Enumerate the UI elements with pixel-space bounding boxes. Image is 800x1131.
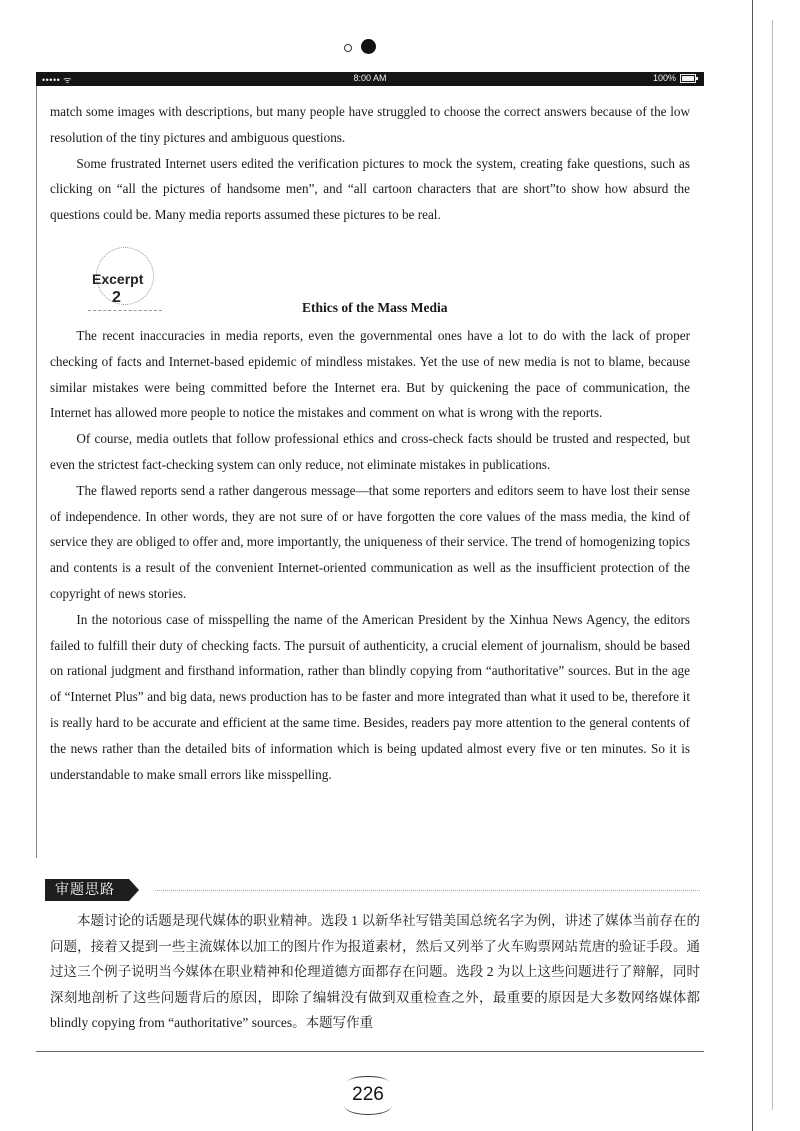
excerpt-title: Ethics of the Mass Media: [302, 300, 448, 315]
intro-paragraph-1: match some images with descriptions, but many people have struggled to choose the correct answers because of the low resolution of the tiny pictures and ambiguous questions.: [50, 104, 690, 145]
status-time: 8:00 AM: [353, 73, 387, 83]
excerpt-label: Excerpt: [92, 271, 144, 287]
camera-dot-icon: [361, 39, 376, 54]
page-number: [340, 1076, 396, 1116]
page-number-swoosh-icon: [344, 1096, 392, 1115]
badge-underline: [88, 310, 162, 311]
battery-icon: [680, 74, 696, 83]
excerpt-body: [50, 323, 690, 787]
battery-status: [653, 73, 696, 83]
tag-arrow-icon: [129, 879, 139, 901]
signal-icon: ••••• ᯤ: [42, 75, 72, 85]
analysis-paragraph: 本题讨论的话题是现代媒体的职业精神。选段 1 以新华社写错美国总统名字为例，讲述了媒体当前存在的问题，接着又提到一些主流媒体以加工的图片作为报道素材，然后又列举了火车购票网站荒唐的验证手段。通过这三个例子说明当今媒体在职业精神和伦理道德方面都存在问题。选段 2 为以上这些问题进行了辩解，同时深刻地剖析了这些问题背后的原因，即除了编辑没有做到双重检查之外，最重要的原因是大多数网络媒体都 blindly copying from “authoritative” sources。本题写作重: [50, 913, 700, 1031]
section-tag-label: 审题思路: [45, 879, 129, 901]
excerpt-paragraph-1: The recent inaccuracies in media reports, even the governmental ones have a lot to do with the lack of proper checking of facts and Internet-based epidemic of mindless mistakes. Yet the use of new media is not to blame, because similar mistakes were being committed before the Internet era. But by quickening the pace of communication, the Internet has allowed more people to notice the mistakes and comment on what is wrong with the reports.: [50, 328, 690, 421]
camera-dots: [340, 38, 380, 58]
bottom-rule: [36, 1051, 704, 1052]
intro-text: [50, 99, 690, 228]
section-divider: [155, 890, 700, 891]
page-number-text: 226: [352, 1084, 384, 1105]
battery-percent: 100%: [652, 73, 676, 83]
binding-rule: [752, 0, 753, 1131]
excerpt-badge: [86, 245, 166, 313]
excerpt-number: 2: [112, 289, 121, 306]
excerpt-paragraph-2: Of course, media outlets that follow professional ethics and cross-check facts should be trusted and respected, but even the strictest fact-checking system can only reduce, not eliminate mistakes in publications.: [50, 431, 690, 472]
small-circle-icon: [344, 44, 352, 52]
excerpt-paragraph-3: The flawed reports send a rather dangerous message—that some reporters and editors seem to have lost their sense of independence. In other words, they are not sure of or have forgotten the core values of the mass media, the kind of service they are obliged to offer and, more importantly, the uniqueness of their service. The trend of homogenizing topics and contents is a result of the convenient Internet-oriented communication as well as the insufficient protection of the copyright of news stories.: [50, 482, 690, 601]
status-bar: [36, 72, 704, 86]
analysis-text: [50, 908, 700, 1036]
section-tag: [45, 879, 139, 901]
binding-rule-faint: [772, 20, 773, 1110]
intro-paragraph-2: Some frustrated Internet users edited the verification pictures to mock the system, creating fake questions, such as clicking on “all the pictures of handsome men”, and “all cartoon characters that are short”to show how absurd the questions could be. Many media reports assumed these pictures to be real.: [50, 155, 690, 223]
excerpt-paragraph-4: In the notorious case of misspelling the name of the American President by the Xinhua News Agency, the editors failed to fulfill their duty of checking facts. The pursuit of authenticity, a crucial element of journalism, should be based on rational judgment and firsthand information, rather than blindly copying from “authoritative” sources. But in the age of “Internet Plus” and big data, news production has to be faster and more integrated than what it used to be, therefore it is really hard to be accurate and efficient at the same time. Besides, readers pay more attention to the general contents of the news rather than the detailed bits of information which is being updated almost every five or ten minutes. So it is understandable to make small errors like misspelling.: [50, 611, 690, 782]
frame-left-rule: [36, 86, 37, 858]
